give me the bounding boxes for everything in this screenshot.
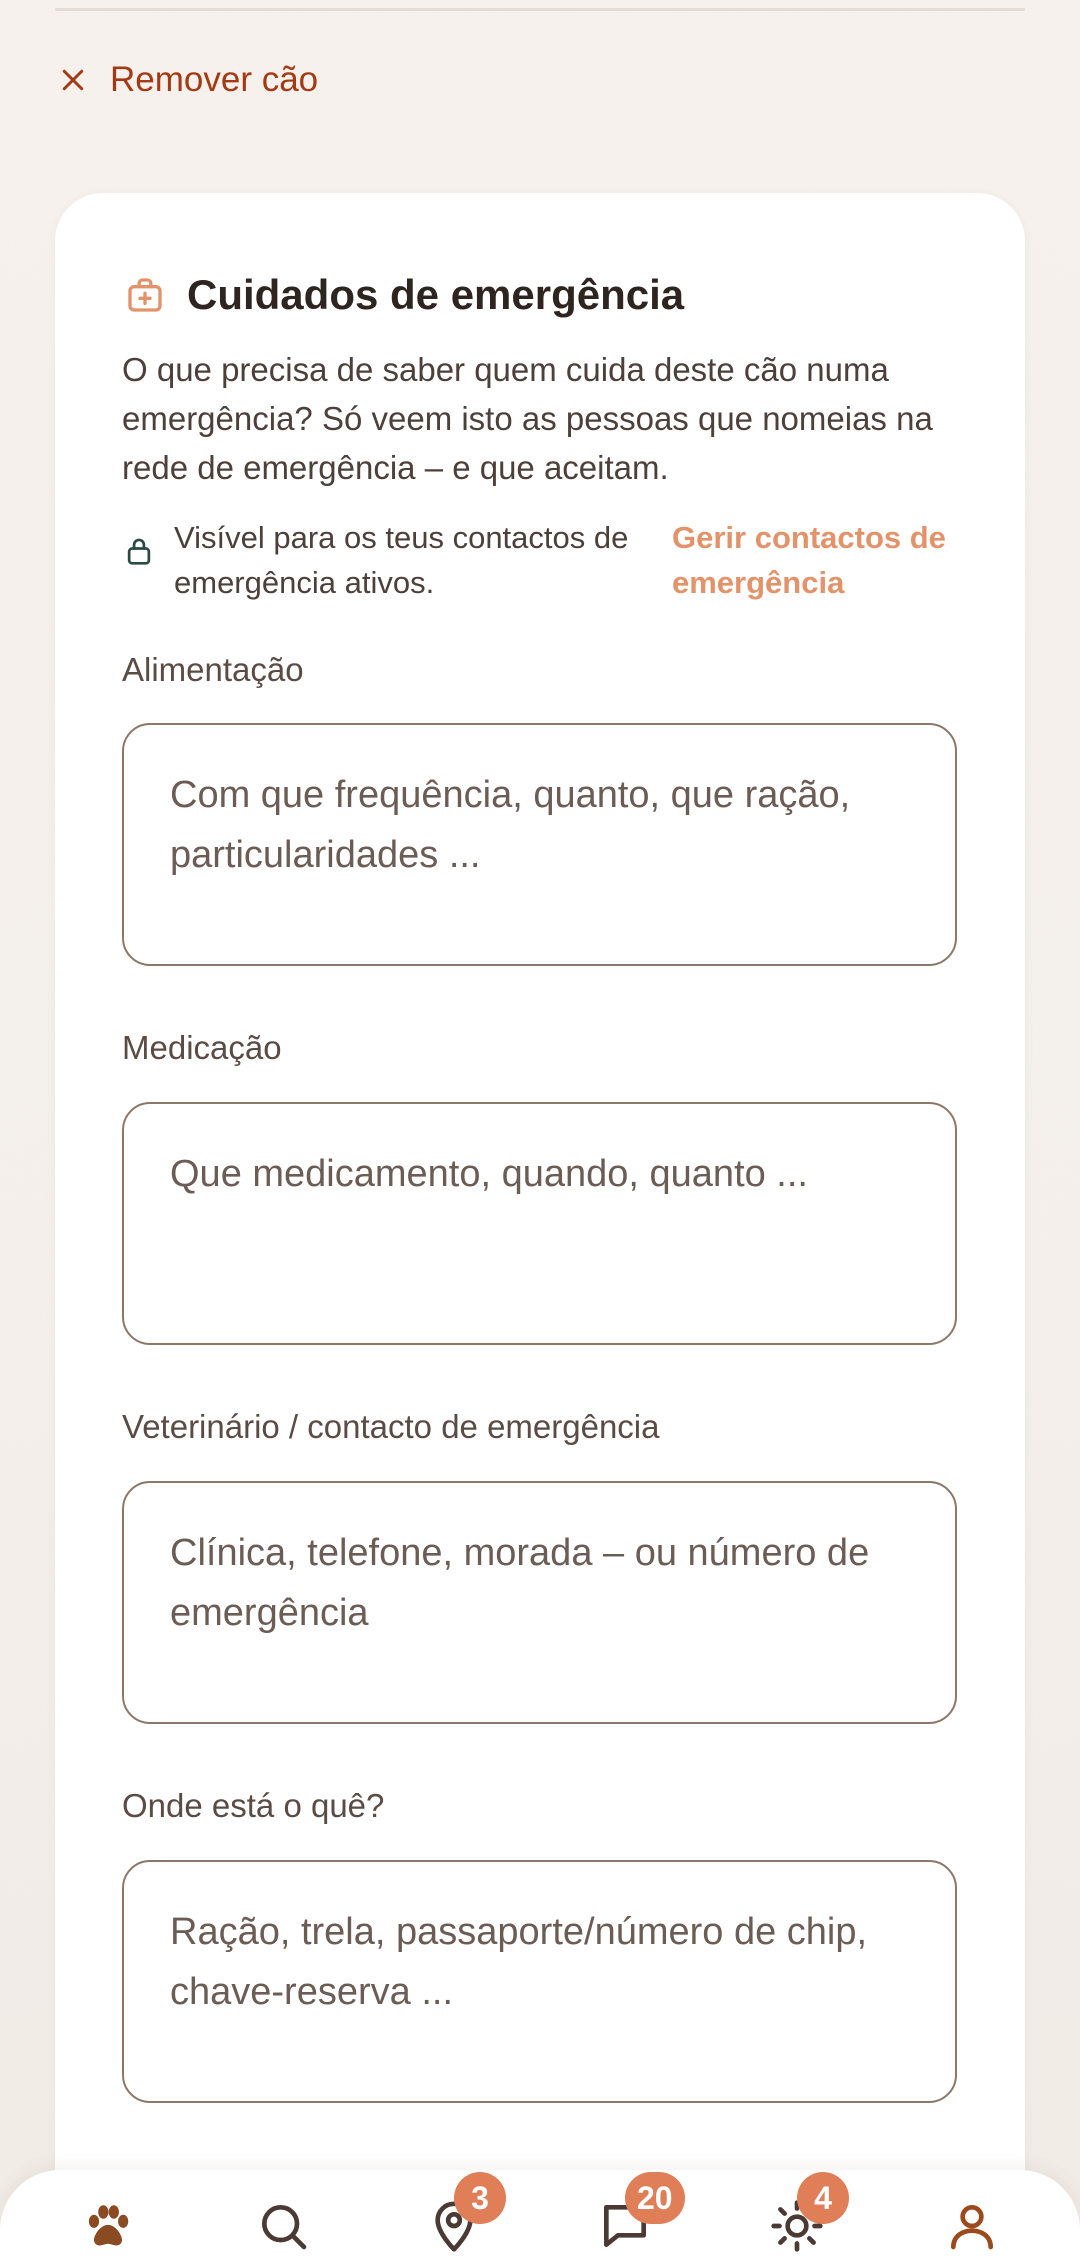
search-icon	[255, 2198, 311, 2254]
remove-dog-label: Remover cão	[110, 60, 319, 99]
remove-dog-button[interactable]	[58, 56, 318, 104]
card-header	[125, 265, 684, 325]
emergency-care-card	[55, 193, 1025, 2268]
field-label-feeding: Alimentação	[122, 651, 304, 688]
messages-badge: 20	[625, 2172, 685, 2224]
feeding-textarea[interactable]: Com que frequência, quanto, que ração, particularidades ...	[122, 723, 957, 966]
nav-profile[interactable]	[942, 2196, 1002, 2256]
paw-icon	[80, 2198, 136, 2254]
nav-dogs[interactable]	[78, 2196, 138, 2256]
card-description: O que precisa de saber quem cuida deste cão numa emergência? Só veem isto as pessoas que nomeias na rede de emergência – e que aceitam.	[122, 351, 933, 486]
where-is-what-textarea[interactable]: Ração, trela, passaporte/número de chip, chave-reserva ...	[122, 1860, 957, 2103]
map-badge: 3	[454, 2172, 506, 2224]
lock-icon	[124, 535, 154, 567]
medication-textarea[interactable]: Que medicamento, quando, quanto ...	[122, 1102, 957, 1345]
nav-map[interactable]	[424, 2179, 489, 2256]
top-divider	[55, 8, 1025, 11]
visibility-text: Visível para os teus contactos de emergência ativos.	[174, 520, 629, 600]
first-aid-kit-icon	[125, 275, 165, 315]
nav-activity[interactable]	[767, 2179, 832, 2256]
visibility-row	[122, 515, 972, 605]
vet-contact-textarea[interactable]: Clínica, telefone, morada – ou número de emergência	[122, 1481, 957, 1724]
profile-icon	[944, 2198, 1000, 2254]
card-title: Cuidados de emergência	[187, 271, 685, 318]
nav-messages[interactable]	[595, 2179, 673, 2256]
activity-badge: 4	[797, 2172, 849, 2224]
field-label-where-is-what: Onde está o quê?	[122, 1787, 385, 1824]
field-label-medication: Medicação	[122, 1029, 282, 1066]
field-label-vet-contact: Veterinário / contacto de emergência	[122, 1408, 660, 1445]
bottom-navigation	[0, 2170, 1080, 2268]
manage-emergency-contacts-link[interactable]: Gerir contactos de emergência	[672, 520, 946, 600]
nav-search[interactable]	[253, 2196, 313, 2256]
close-icon	[58, 65, 88, 95]
